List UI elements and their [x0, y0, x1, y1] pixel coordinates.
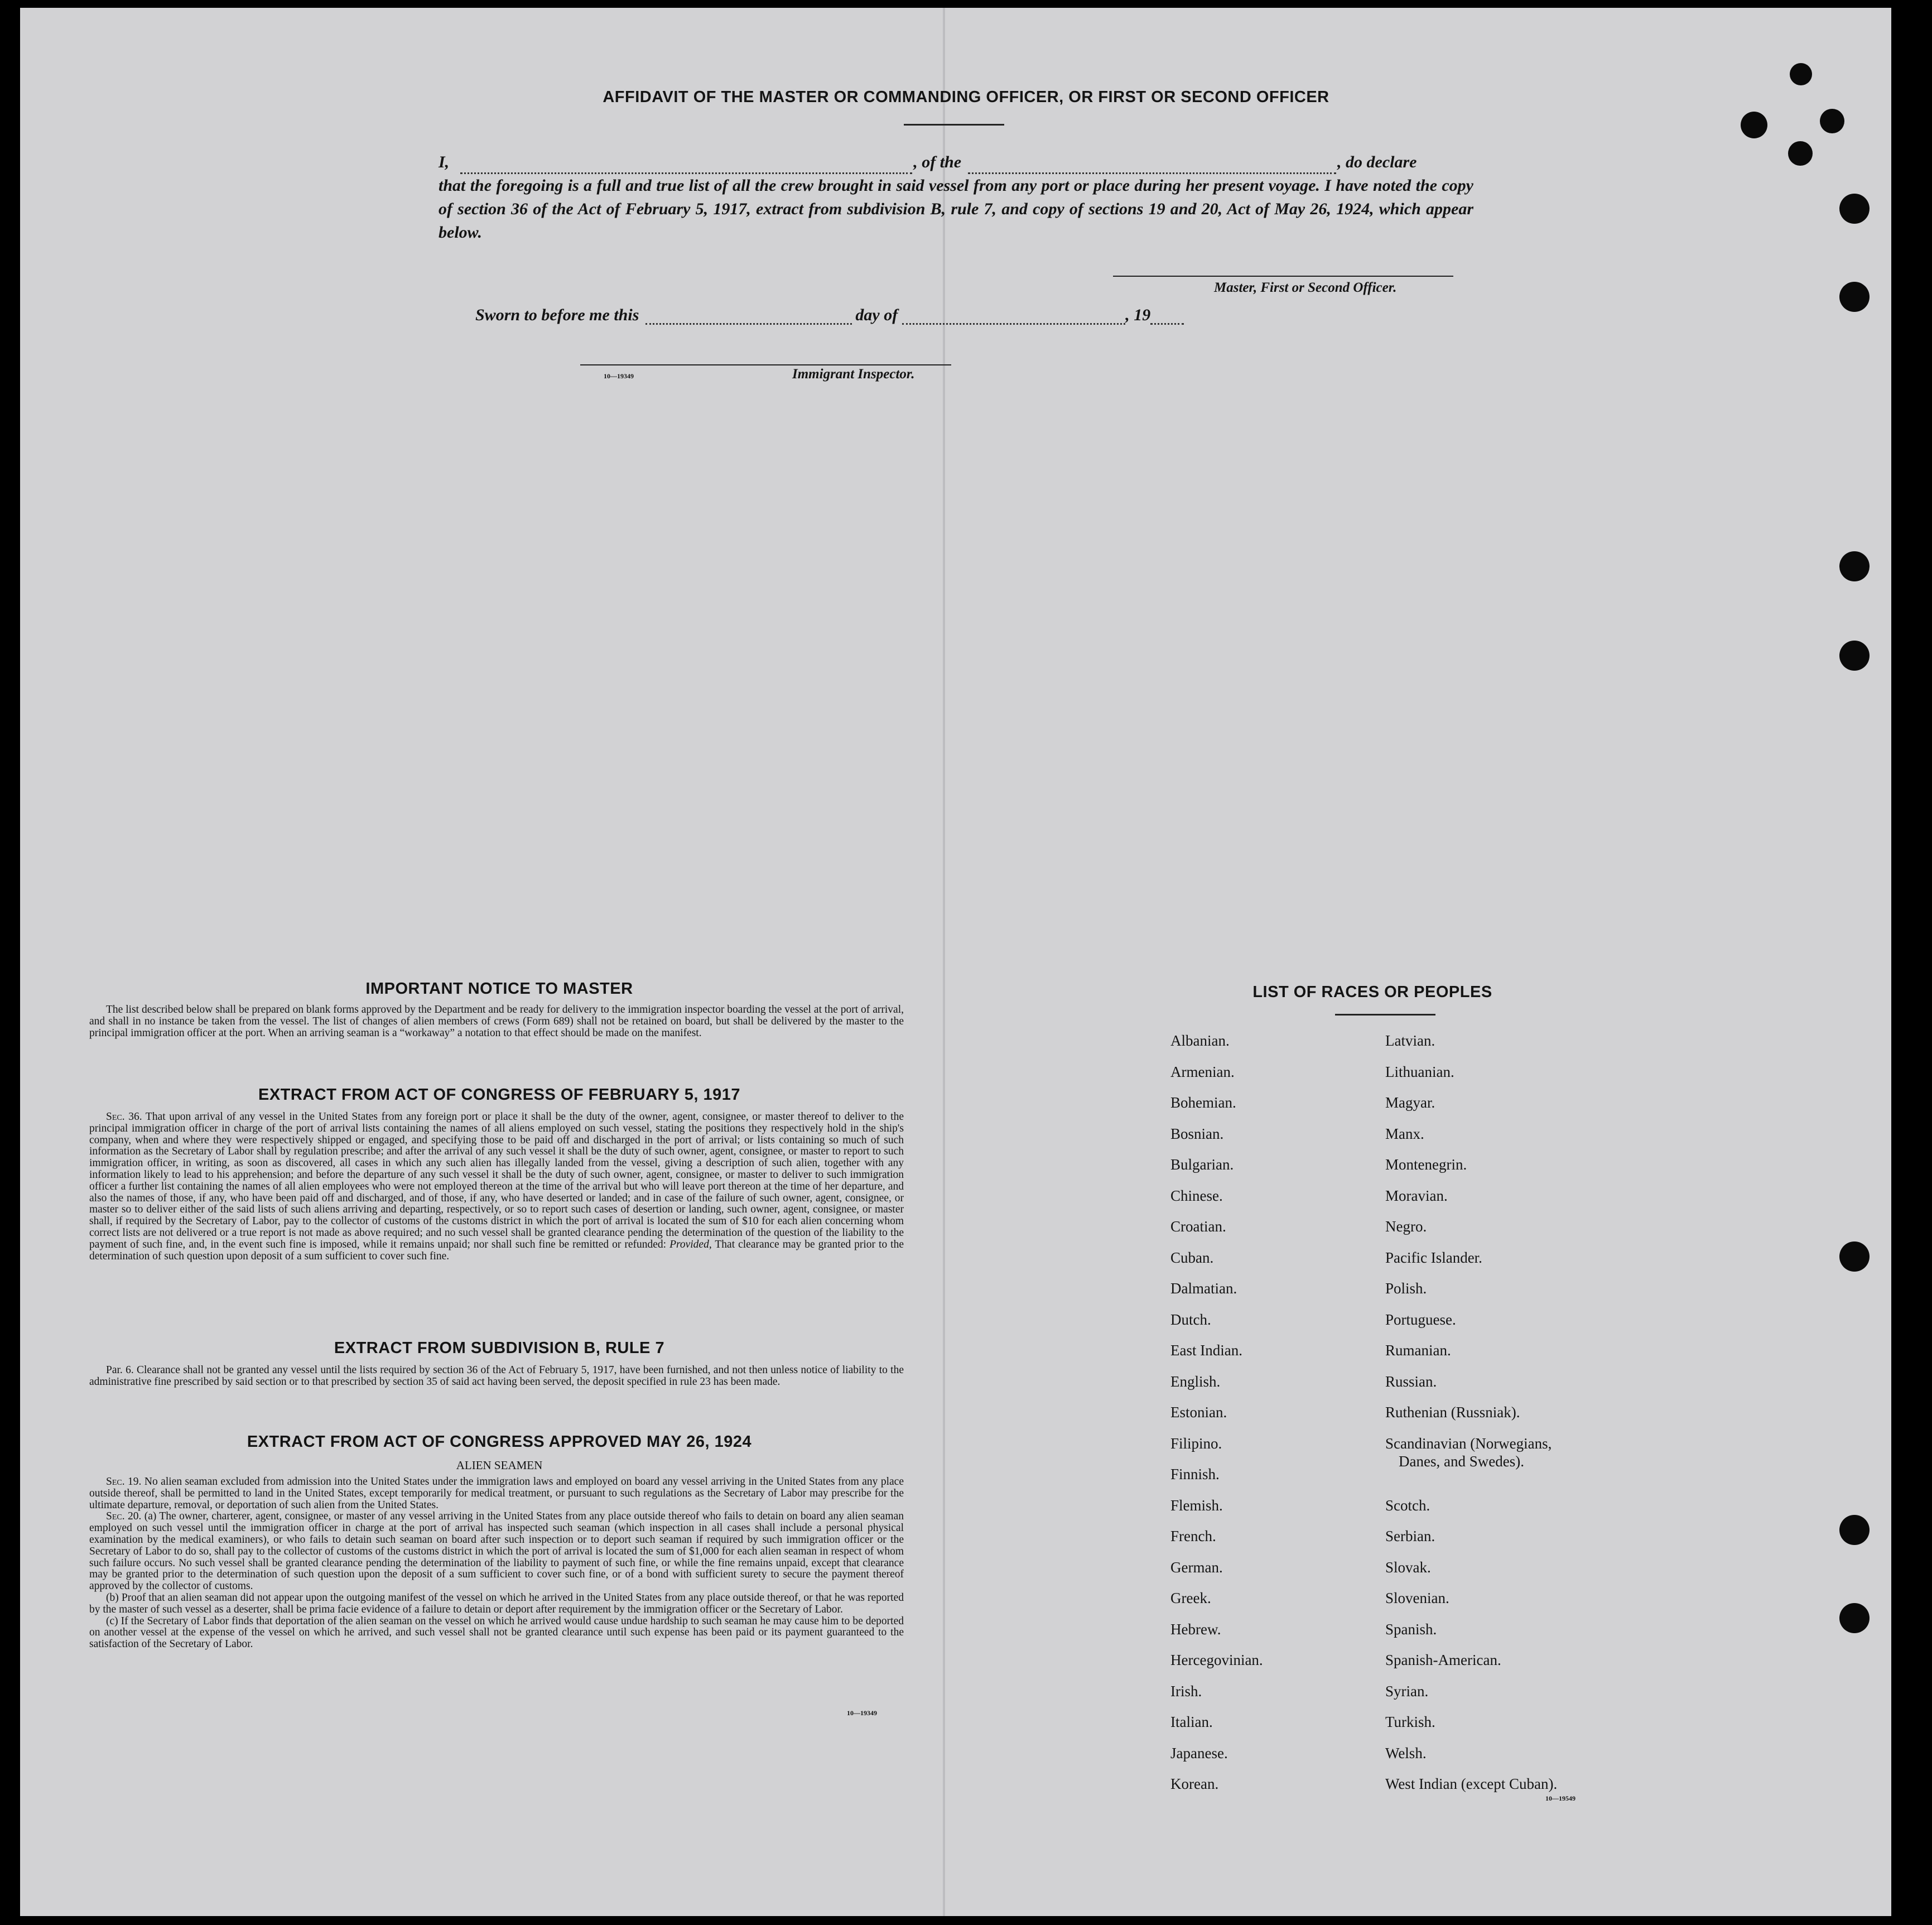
race-item: Greek. [1170, 1590, 1211, 1606]
section-20c-paragraph: (c) If the Secretary of Labor finds that deportation of the alien seaman on the vessel on which he arrived would cause undue hardship to such seaman he may cause him to be deported on another vessel at the expense of the vessel on which he arrived, and such vessel shall not be granted clearance until such expense has been paid or its payment guaranteed to the satisfaction of the Secretary of Labor. [89, 1615, 904, 1650]
race-item: Slovenian. [1385, 1590, 1449, 1606]
punch-hole [1820, 109, 1844, 133]
punch-hole [1741, 112, 1767, 138]
rule-7-title: EXTRACT FROM SUBDIVISION B, RULE 7 [334, 1339, 665, 1357]
affidavit-title: AFFIDAVIT OF THE MASTER OR COMMANDING OFFICER, OR FIRST OR SECOND OFFICER [603, 88, 1329, 106]
race-item: Scandinavian (Norwegians, [1385, 1435, 1552, 1452]
race-item: Scotch. [1385, 1496, 1430, 1514]
race-item: Slovak. [1385, 1558, 1431, 1576]
races-title: LIST OF RACES OR PEOPLES [1252, 983, 1492, 1001]
race-item: Welsh. [1385, 1744, 1427, 1762]
race-item: Russian. [1385, 1373, 1437, 1390]
race-item: Ruthenian (Russniak). [1385, 1404, 1520, 1421]
sworn-label: Sworn to before me this [475, 306, 639, 324]
race-item: Flemish. [1170, 1496, 1223, 1514]
race-item: Croatian. [1170, 1218, 1226, 1235]
races-column-1 [1170, 1026, 1263, 1800]
race-item: Estonian. [1170, 1404, 1227, 1421]
punch-hole [1839, 551, 1870, 581]
race-item: Turkish. [1385, 1714, 1435, 1730]
form-number: 10—19349 [847, 1709, 877, 1717]
race-item: Danes, and Swedes). [1399, 1452, 1524, 1470]
race-item: Moravian. [1385, 1187, 1448, 1204]
punch-hole [1839, 1241, 1870, 1272]
race-item: Serbian. [1385, 1528, 1435, 1544]
declaration-body: that the foregoing is a full and true list of all the crew brought in said vessel from any port or place during her present voyage. I have noted the copy of section 36 of the Act of February 5, 1917, extract from subdivision B, rule 7, and copy of sections 19 and 20, Act of May 26, 1924, which appear below. [439, 176, 1473, 242]
form-number: 10—19549 [1545, 1794, 1576, 1802]
section-label: Sec. 19. [106, 1476, 142, 1488]
race-item: Finnish. [1170, 1466, 1220, 1483]
race-item: Armenian. [1170, 1063, 1235, 1080]
sworn-year-field[interactable] [1150, 312, 1184, 325]
race-item: Chinese. [1170, 1187, 1223, 1204]
extract-1924-text [89, 1476, 904, 1650]
notice-title: IMPORTANT NOTICE TO MASTER [365, 980, 633, 998]
race-item: Dutch. [1170, 1311, 1211, 1328]
section-36-proviso: That clearance may be granted prior to the determination of such question upon deposit of a sum sufficient to cover such fine. [89, 1238, 904, 1262]
race-item: East Indian. [1170, 1342, 1242, 1359]
sworn-line [475, 306, 1184, 325]
races-column-2 [1385, 1026, 1557, 1800]
races-title-underline [1335, 1014, 1435, 1016]
race-item: Hebrew. [1170, 1620, 1221, 1638]
race-item: Pacific Islander. [1385, 1249, 1482, 1266]
sworn-day-field[interactable] [645, 312, 852, 325]
of-the-label: , of the [913, 153, 962, 171]
race-item: Bulgarian. [1170, 1156, 1234, 1173]
affidavit-declaration [439, 151, 1473, 244]
race-item: English. [1170, 1373, 1221, 1390]
section-20a-paragraph [89, 1511, 904, 1592]
section-36-paragraph [89, 1111, 904, 1262]
section-label: Sec. 36. [106, 1111, 142, 1123]
race-item: Hercegovinian. [1170, 1652, 1263, 1668]
rule-7-paragraph: Par. 6. Clearance shall not be granted any vessel until the lists required by section 36 of the Act of February 5, 1917, have been furnished, and not then unless notice of liability to the administrative fine prescribed by said section or to that prescribed by section 35 of said act having been served, the deposit specified in rule 23 has been made. [89, 1364, 904, 1388]
declare-label: , do declare [1337, 153, 1417, 171]
extract-1917-text [89, 1111, 904, 1262]
race-item: Spanish. [1385, 1620, 1437, 1638]
race-item: Montenegrin. [1385, 1156, 1467, 1173]
punch-hole [1839, 194, 1870, 224]
alien-seamen-subtitle: ALIEN SEAMEN [456, 1459, 543, 1472]
section-36-text: That upon arrival of any vessel in the United States from any foreign port or place it shall be the duty of the owner, agent, consignee, or master thereof to deliver to the principal immigration officer in charge of the port of arrival lists containing the names of all aliens employed on such vessel, stating the positions they respectively hold in the ship's company, when and where they were respectively shipped or engaged, and specifying those to be paid off and discharged in the port of arrival; or lists containing so much of such information as the Secretary of Labor shall by regulation prescribe; and after the arrival of any such vessel it shall be the duty of such owner, agent, consignee, or master to report to such immigration officer, in writing, as soon as discovered, all cases in which any such alien has illegally landed from the vessel, giving a description of such alien, together with any information likely to lead to his apprehension; and before the departure of any such vessel it shall be the duty of such owner, agent, consignee, or master to deliver to such immigration officer a further list containing the names of all alien employees who were not employed thereon at the time of the arrival but who will leave port thereon at the time of her departure, and also the names of those, if any, who have been paid off and discharged, and of those, if any, who have deserted or landed; and in case of the failure of such owner, agent, consignee, or master so to deliver either of the said lists of such aliens arriving and departing, respectively, or so to report such cases of desertion or landing, such owner, agent, consignee, or master shall, if required by the Secretary of Labor, pay to the collector of customs of the customs district in which the port of arrival is located the sum of $10 for each alien concerning whom correct lists are not delivered or a true report is not made as above required; and no such vessel shall be granted clearance pending the determination of the question of the liability to the payment of such fine, and, in the event such fine is imposed, while it remains unpaid; nor shall such fine be remitted or refunded: [89, 1111, 904, 1250]
day-of-label: day of [855, 306, 898, 324]
inspector-label: Immigrant Inspector. [792, 367, 915, 382]
race-item: West Indian (except Cuban). [1385, 1775, 1558, 1792]
provided-label: Provided, [669, 1238, 712, 1250]
section-label: Sec. 20. [106, 1510, 142, 1523]
page-fold [943, 8, 945, 1916]
title-underline [904, 124, 1004, 126]
punch-hole [1839, 641, 1870, 671]
punch-hole [1788, 141, 1813, 166]
notice-text [89, 1004, 904, 1039]
race-item: Lithuanian. [1385, 1063, 1454, 1080]
declarant-prefix: I, [439, 153, 450, 171]
race-item: Irish. [1170, 1682, 1202, 1700]
section-20b-paragraph: (b) Proof that an alien seaman did not appear upon the outgoing manifest of the vessel on which he arrived in the United States from any place outside thereof, or that he was reported by the master of such vessel as a deserter, shall be prima facie evidence of a failure to detain or deport after requirement by the immigration officer or the Secretary of Labor. [89, 1591, 904, 1615]
race-item: Rumanian. [1385, 1342, 1451, 1359]
race-item: Magyar. [1385, 1094, 1435, 1111]
year-prefix: , 19 [1125, 306, 1151, 324]
race-item: Cuban. [1170, 1249, 1214, 1266]
declarant-name-field[interactable] [460, 161, 912, 174]
race-item: French. [1170, 1528, 1216, 1544]
extract-1917-title: EXTRACT FROM ACT OF CONGRESS OF FEBRUARY 5, 1917 [258, 1086, 741, 1104]
rule-7-text [89, 1365, 904, 1388]
race-item: Italian. [1170, 1714, 1213, 1730]
race-item: Portuguese. [1385, 1311, 1456, 1328]
section-19-text: No alien seaman excluded from admission into the United States under the immigration laws and employed on board any vessel arriving in the United States from any place outside thereof, shall be permitted to land in the United States, except temporarily for medical treatment, or pursuant to such regulations as the Secretary of Labor may prescribe for the ultimate departure, removal, or deportation of such alien from the United States. [89, 1476, 904, 1511]
race-item: Dalmatian. [1170, 1280, 1237, 1297]
punch-hole [1839, 282, 1870, 312]
vessel-name-field[interactable] [968, 161, 1336, 174]
race-item: Manx. [1385, 1125, 1424, 1142]
race-item: Syrian. [1385, 1682, 1429, 1700]
race-item: Korean. [1170, 1775, 1219, 1792]
race-item: Latvian. [1385, 1032, 1435, 1049]
race-item: German. [1170, 1558, 1223, 1576]
race-item: Polish. [1385, 1280, 1427, 1297]
race-item: Japanese. [1170, 1744, 1228, 1762]
race-item: Negro. [1385, 1218, 1427, 1235]
punch-hole [1839, 1603, 1870, 1633]
master-signature-label: Master, First or Second Officer. [1214, 280, 1397, 295]
notice-paragraph: The list described below shall be prepared on blank forms approved by the Department and be ready for delivery to the immigration inspector boarding the vessel at the port of arrival, and shall in no instance be taken from the vessel. The list of changes of alien members of crews (Form 689) shall not be retained on board, but shall be delivered by the master to the principal immigration officer at the port. When an arriving seaman is a “workaway” a notation to that effect should be made on the manifest. [89, 1004, 904, 1039]
punch-hole [1839, 1515, 1870, 1545]
race-item: Spanish-American. [1385, 1652, 1501, 1668]
form-number: 10—19349 [604, 372, 634, 380]
section-20a-text: (a) The owner, charterer, agent, consignee, or master of any vessel arriving in the United States from any place outside thereof who fails to detain on board any alien seaman employed on such vessel until the immigration officer in charge at the port of arrival has inspected such seaman (which inspection in all cases shall include a personal physical examination by the medical examiners), or who fails to detain such seaman on board after such inspection or to deport such seaman if required by such immigration officer or the Secretary of Labor to do so, shall pay to the collector of customs of the customs district in which the port of arrival is located the sum of $1,000 for each alien seaman in respect of whom such failure occurs. No such vessel shall be granted clearance pending the determination of the liability to payment of such fine, or while the fine remains unpaid, except that clearance may be granted prior to the determination of such question upon the deposit of a sum sufficient to cover such fine, or of a bond with sufficient surety to secure the payment thereof approved by the collector of customs. [89, 1510, 904, 1592]
punch-hole [1790, 63, 1812, 85]
inspector-signature-line[interactable] [580, 363, 951, 365]
section-19-paragraph [89, 1476, 904, 1511]
sworn-month-field[interactable] [902, 312, 1125, 325]
master-signature-line[interactable] [1113, 275, 1453, 277]
race-item: Albanian. [1170, 1032, 1230, 1049]
race-item: Bohemian. [1170, 1094, 1236, 1111]
extract-1924-title: EXTRACT FROM ACT OF CONGRESS APPROVED MAY 26, 1924 [247, 1433, 752, 1451]
race-item: Bosnian. [1170, 1125, 1224, 1142]
race-item: Filipino. [1170, 1435, 1222, 1452]
